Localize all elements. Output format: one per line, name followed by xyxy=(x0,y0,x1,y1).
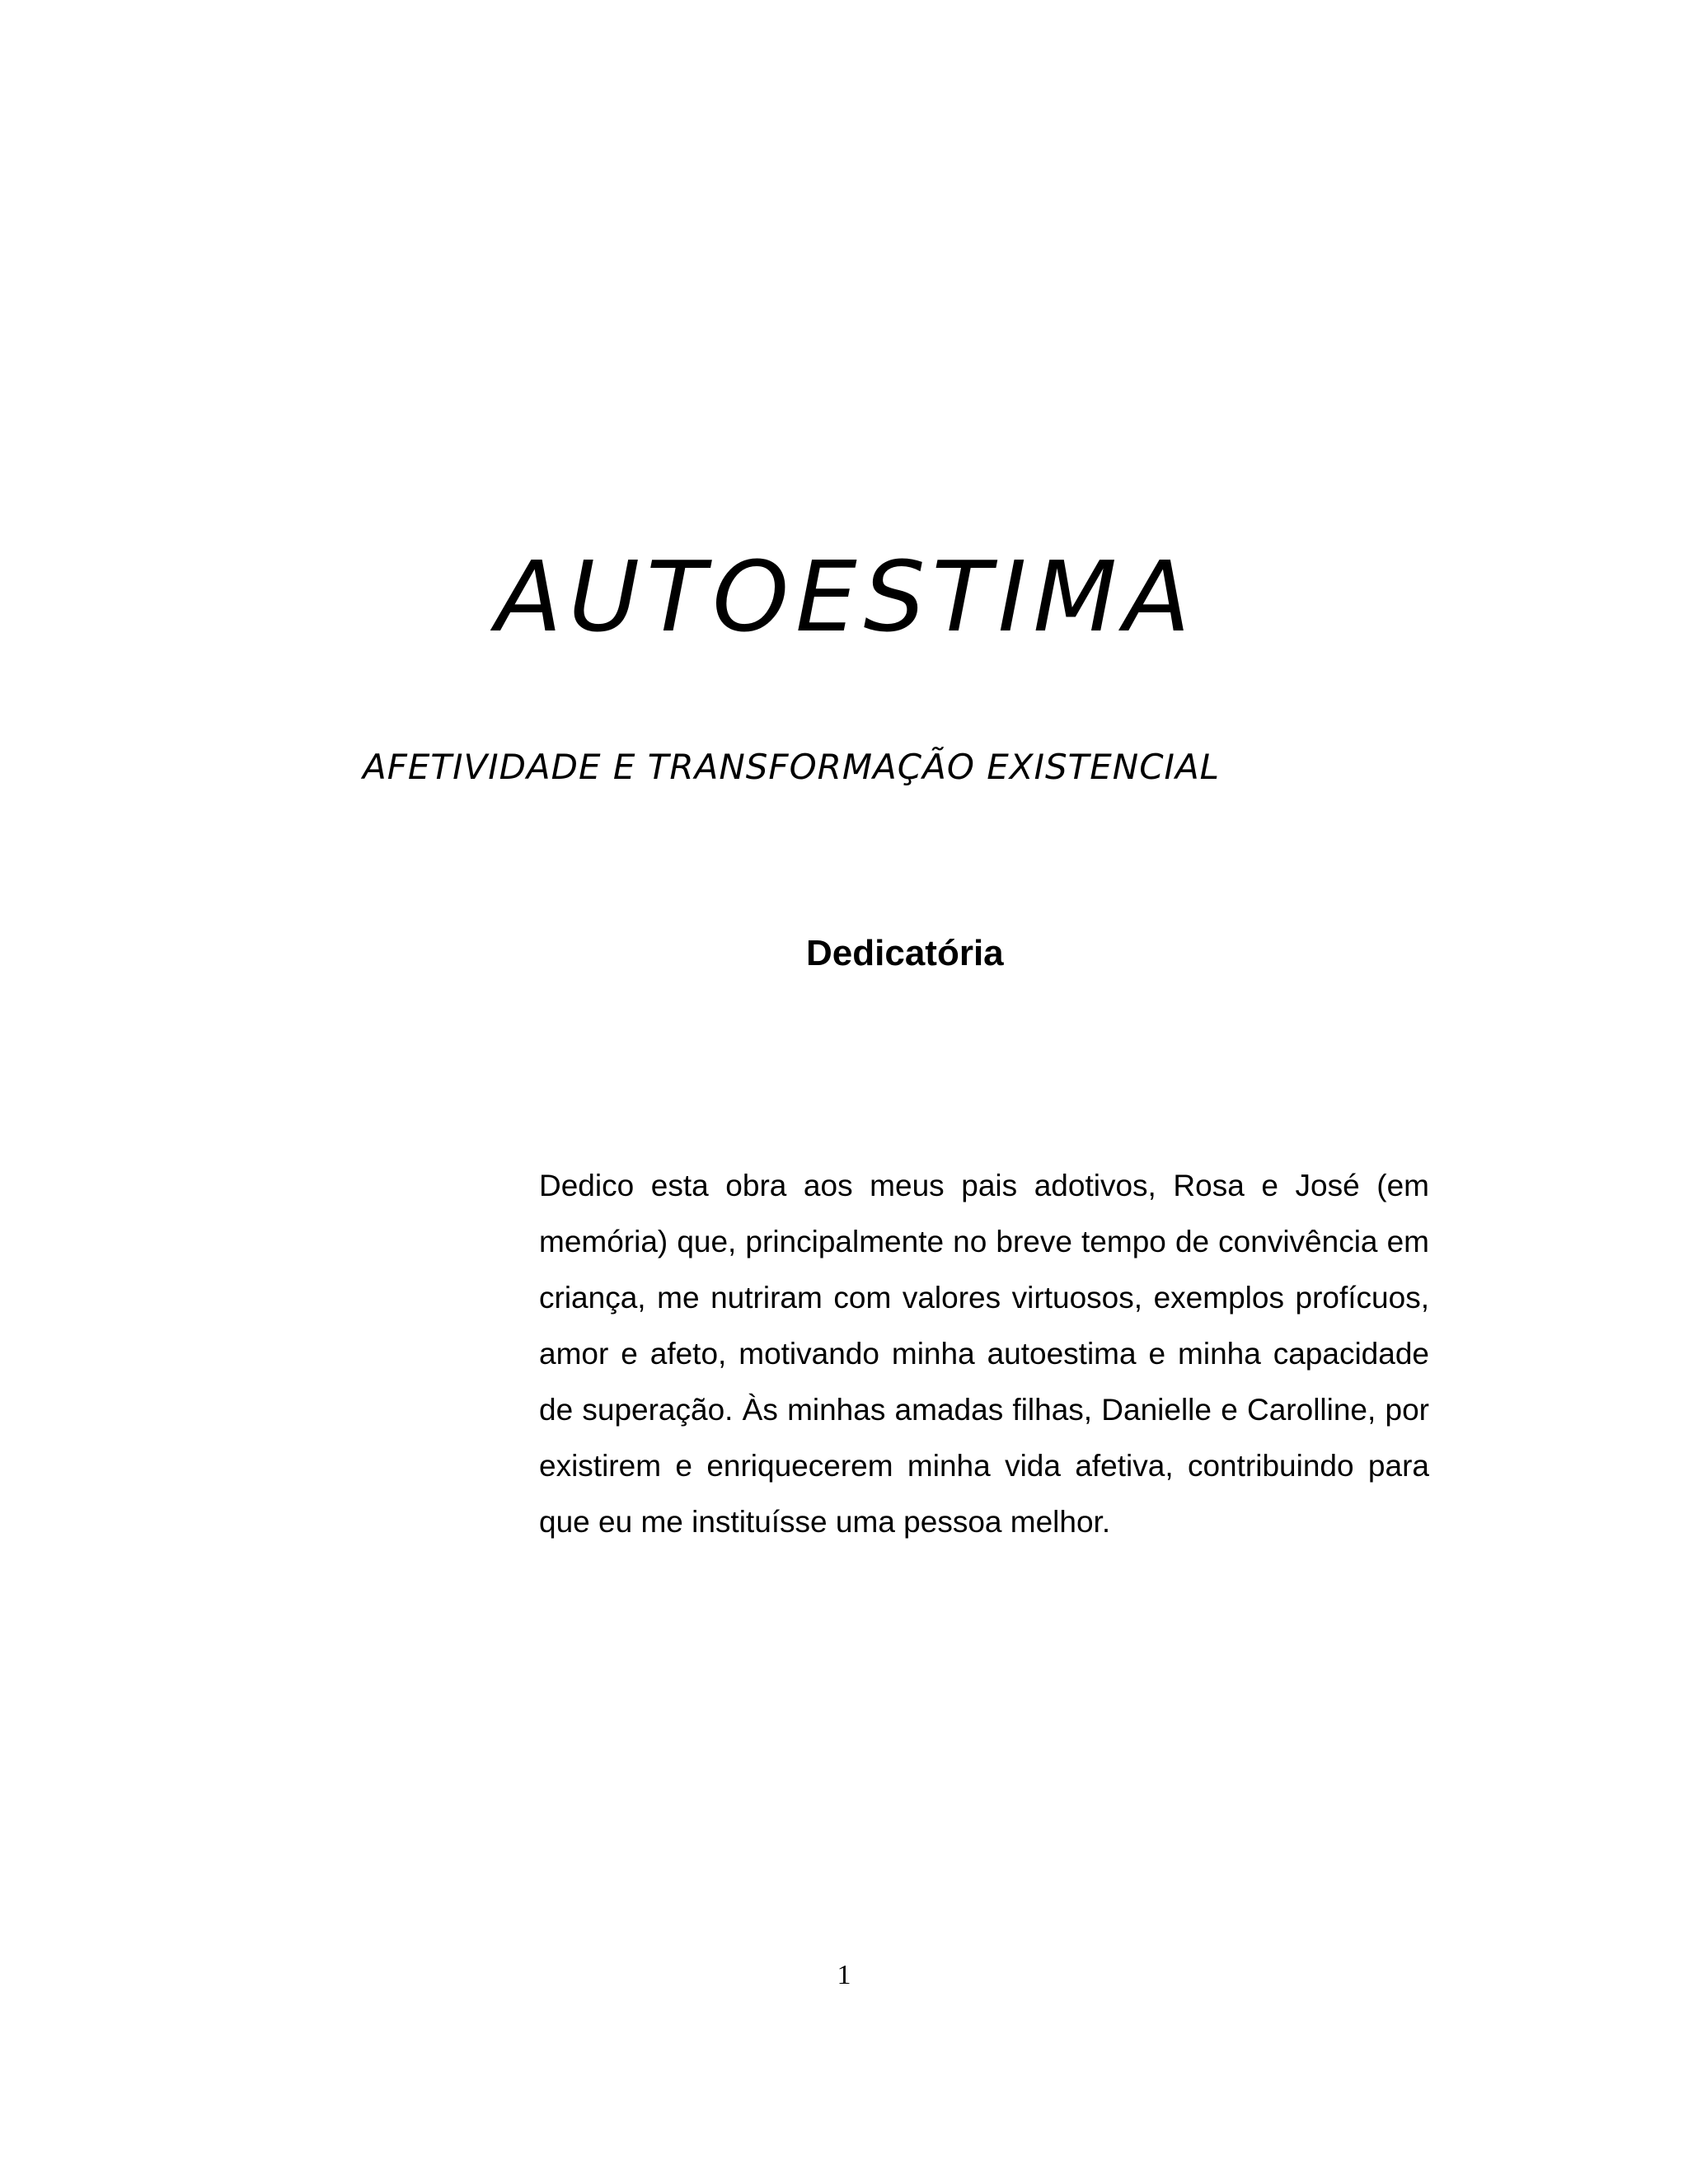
book-title: AUTOESTIMA xyxy=(495,540,1197,654)
book-subtitle: AFETIVIDADE E TRANSFORMAÇÃO EXISTENCIAL xyxy=(363,747,1221,787)
dedication-paragraph: Dedico esta obra aos meus pais adotivos, Rosa e José (em memória) que, principalmente no breve tempo de convivência em criança, me nutriram com valores virtuosos, exemplos profícuos, amor e afeto, motivando minha autoestima e minha capacidade de superação. Às minhas amadas filhas, Danielle e Carolline, por existirem e enriquecerem minha vida afetiva, contribuindo para que eu me instituísse uma pessoa melhor. xyxy=(539,1169,1429,1539)
page-number: 1 xyxy=(837,1960,851,1990)
section-heading: Dedicatória xyxy=(806,933,1004,973)
